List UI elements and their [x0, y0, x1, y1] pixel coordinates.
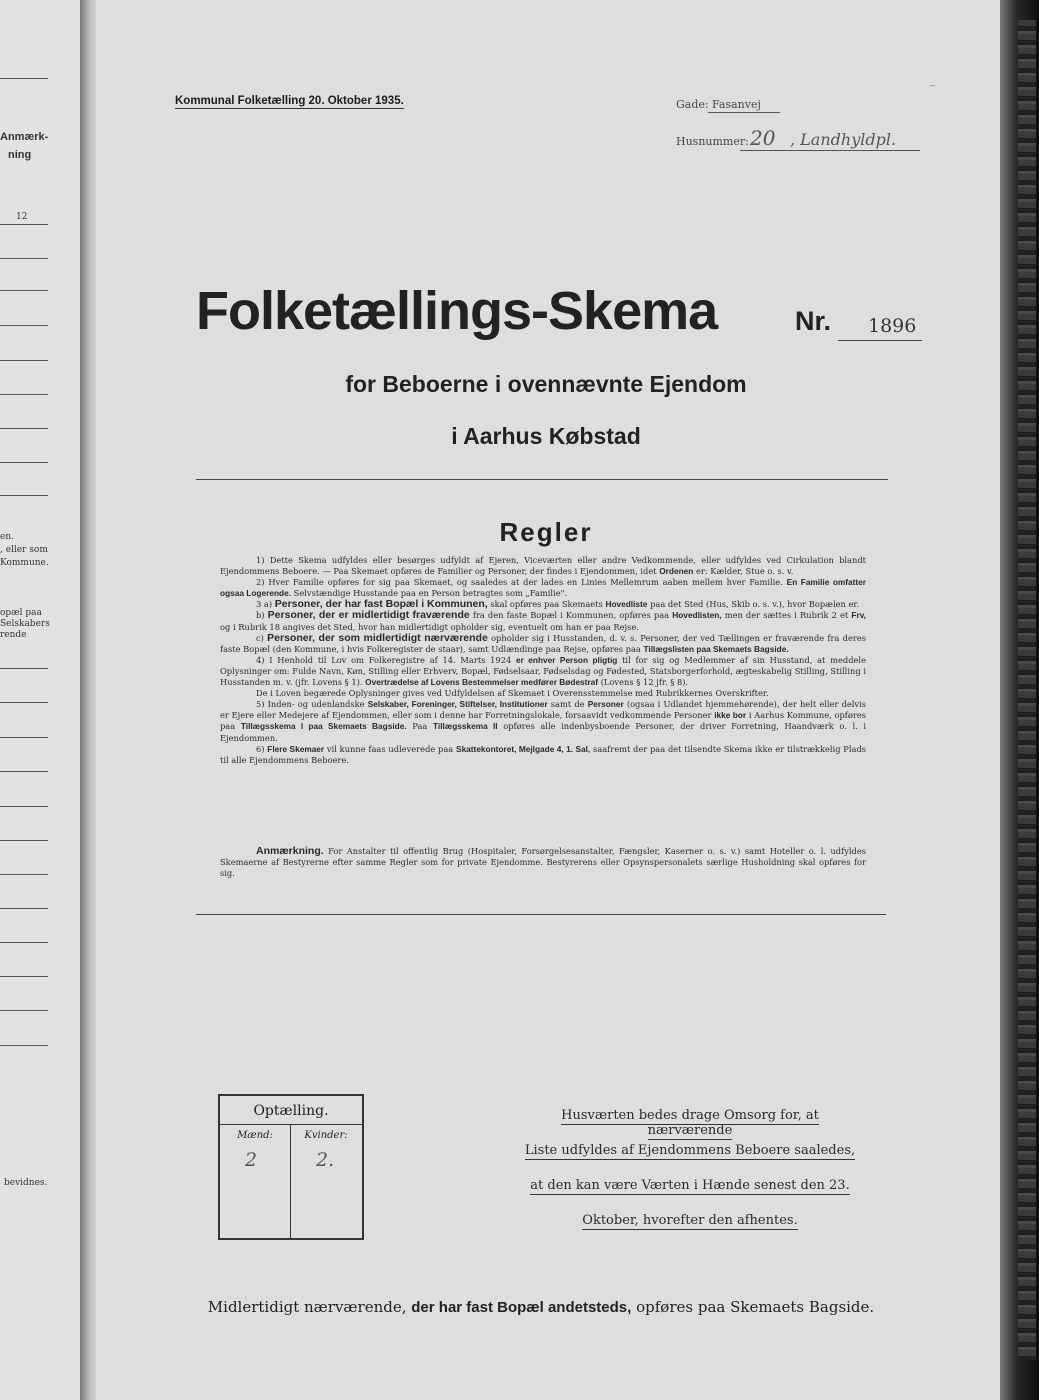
rule — [0, 942, 48, 943]
husnummer-underline — [740, 150, 920, 151]
landlord-note-line: Oktober, hvorefter den afhentes. — [582, 1213, 798, 1228]
rule — [0, 78, 48, 79]
rule — [0, 737, 48, 738]
rule — [0, 394, 48, 395]
left-fragment: Selskabers — [0, 619, 50, 629]
left-fragment: bevidnes. — [4, 1178, 48, 1188]
form-number-underline — [838, 340, 922, 341]
rule-2: 2) Hver Familie opføres for sig paa Skemaet, og saaledes at der lades en Linies Mellemrum aaben mellem hver Familie. En Familie omfatter ogsaa Logerende. Selvstændige Husstande paa en Person betragtes som „Familie". — [220, 577, 867, 599]
rule — [0, 668, 48, 669]
form-subtitle-city: i Aarhus Købstad — [451, 423, 641, 449]
left-column-number: 12 — [16, 212, 28, 222]
rules-text — [220, 555, 866, 766]
left-facing-page — [0, 0, 82, 1400]
tally-women-value: 2. — [316, 1149, 335, 1171]
rule — [0, 462, 48, 463]
rule-3c: c) Personer, der som midlertidigt nærværende opholder sig i Husstanden, d. v. s. Personer, der ved Tællingen er fraværende fra deres faste Bopæl (den Kommune, i hvis Folkeregister de staar), samt Udlændinge paa Rejse, opføres paa Tillægslisten paa Skemaets Bagside. — [220, 631, 867, 654]
gade-underline — [708, 112, 780, 113]
remark-label: Anmærkning. — [256, 845, 324, 857]
left-heading-anm: Anmærk- — [0, 131, 49, 143]
rule — [0, 224, 48, 225]
rule-4-cont: De i Loven begærede Oplysninger gives ved Udfyldelsen af Skemaet i Overensstemmelse med Rubrikkernes Overskrifter. — [256, 688, 769, 699]
tally-title: Optælling. — [220, 1096, 362, 1125]
binding-edge — [1018, 20, 1036, 1360]
corner-mark: – — [930, 80, 935, 91]
rule — [0, 290, 48, 291]
left-fragment: , eller som — [0, 545, 48, 555]
gade-label: Gade: — [676, 98, 709, 111]
rule — [0, 874, 48, 875]
rule-4: 4) I Henhold til Lov om Folkeregistre af 14. Marts 1924 er enhver Person pligtig til for sig og Medlemmer af sin Husstand, at meddele Oplysninger om: Fulde Navn, Køn, Stilling eller Erhverv, Bopæl, Fødselsaar, Fødselsdag og Fødested, Statsborgerforhold, ægteskabelig Stilling, Stilling i Husstanden m. v. (jfr. Lovens § 1). Overtrædelse af Lovens Bestemmelser medfører Bødestraf (Lovens § 12 jfr. § 8). — [220, 654, 866, 688]
tally-men-value: 2 — [245, 1149, 258, 1171]
tally-men-label: Mænd: — [237, 1130, 273, 1141]
form-subtitle: for Beboerne i ovennævnte Ejendom — [345, 371, 747, 397]
landlord-note-line: at den kan være Værten i Hænde senest den 23. — [530, 1178, 850, 1193]
rule — [0, 495, 48, 496]
rule — [0, 1010, 48, 1011]
landlord-note-line: Husværten bedes drage Omsorg for, at nærværende — [561, 1108, 819, 1138]
rule — [0, 428, 48, 429]
rule-5: 5) Inden- og udenlandske Selskaber, Foreninger, Stiftelser, Institutioner samt de Personer (ogsaa i Udlandet hjemmehørende), der helt eller delvis er Ejere eller Medejere af Ejendommen, eller som i denne har Forretningslokale, forsaavidt vedkommende Personer ikke bor i Aarhus Kommune, opføres paa Tillægsskema I paa Skemaets Bagside. Paa Tillægsskema II opføres alle indenbysboende Personer, der driver Forretning, Haandværk o. l. i Ejendommen. — [220, 699, 867, 743]
rule-3b: b) Personer, der er midlertidigt fraværende fra den faste Bopæl i Kommunen, opføres paa Hovedlisten, men der sættes i Rubrik 2 et Frv, og i Rubrik 18 angives det Sted, hvor han midlertidigt opholder sig, eventuelt om han er paa Rejse. — [220, 609, 866, 632]
rule-3a: 3 a) Personer, der har fast Bopæl i Kommunen, skal opføres paa Skemaets Hovedliste paa det Sted (Hus, Skib o. s. v.), hvor Bopælen er. — [256, 598, 860, 611]
footer-note: Midlertidigt nærværende, der har fast Bopæl andetsteds, opføres paa Skemaets Bagside. — [207, 1298, 875, 1316]
page-stack-edge — [1000, 0, 1039, 1400]
tally-men-column — [220, 1125, 291, 1238]
rule — [0, 258, 48, 259]
rule — [0, 976, 48, 977]
left-fragment: en. — [0, 532, 14, 542]
left-fragment: opæl paa — [0, 608, 42, 618]
rule — [0, 840, 48, 841]
census-header: Kommunal Folketælling 20. Oktober 1935. — [175, 95, 404, 107]
tally-women-label: Kvinder: — [304, 1130, 348, 1141]
form-number-value: 1896 — [868, 315, 917, 337]
divider — [196, 914, 886, 915]
remark-note — [220, 846, 866, 879]
tally-box — [218, 1094, 364, 1240]
form-number-label: Nr. — [795, 306, 832, 336]
husnummer-label: Husnummer: — [676, 135, 749, 148]
landlord-note-line: Liste udfyldes af Ejendommens Beboere saaledes, — [524, 1143, 856, 1158]
rule — [0, 325, 48, 326]
husnummer-annotation: , Landhyldpl. — [790, 130, 897, 149]
rule — [0, 908, 48, 909]
tally-women-column — [291, 1125, 361, 1238]
husnummer-value: 20 — [750, 126, 776, 150]
rules-heading: Regler — [499, 517, 593, 547]
rule — [0, 702, 48, 703]
left-fragment: Kommune. — [0, 558, 49, 568]
left-heading-ning: ning — [8, 149, 32, 161]
remark-text: For Anstalter til offentlig Brug (Hospitaler, Forsørgelsesanstalter, Fængsler, Kaserner o. s. v.) samt Hoteller o. l. udfyldes Skemaerne af Bestyrerne efter samme Regler som for private Ejendomme. Bestyrerens eller Opsynspersonalets særlige Husholdning skal opføres for sig. — [220, 846, 866, 879]
rule — [0, 806, 48, 807]
left-fragment: rende — [0, 630, 27, 640]
rule-6: 6) Flere Skemaer vil kunne faas udleverede paa Skattekontoret, Mejlgade 4, 1. Sal, saafremt der paa det tilsendte Skema ikke er tilstrækkelig Plads til alle Ejendommens Beboere. — [220, 743, 867, 765]
rule — [0, 1045, 48, 1046]
gade-value: Fasanvej — [712, 98, 761, 111]
rule — [0, 771, 48, 772]
divider — [196, 479, 888, 480]
form-title: Folketællings-Skema — [196, 281, 718, 341]
book-gutter — [80, 0, 96, 1400]
rule — [0, 360, 48, 361]
rule-1: 1) Dette Skema udfyldes eller besørges udfyldt af Ejeren, Viceværten eller andre Vedkommende, eller udfyldes ved Cirkulation blandt Ejendommens Beboere. — Paa Skemaet opføres de Familier og Personer, der findes i Ejendommen, idet Ordenen er: Kælder, Stue o. s. v. — [220, 555, 866, 577]
